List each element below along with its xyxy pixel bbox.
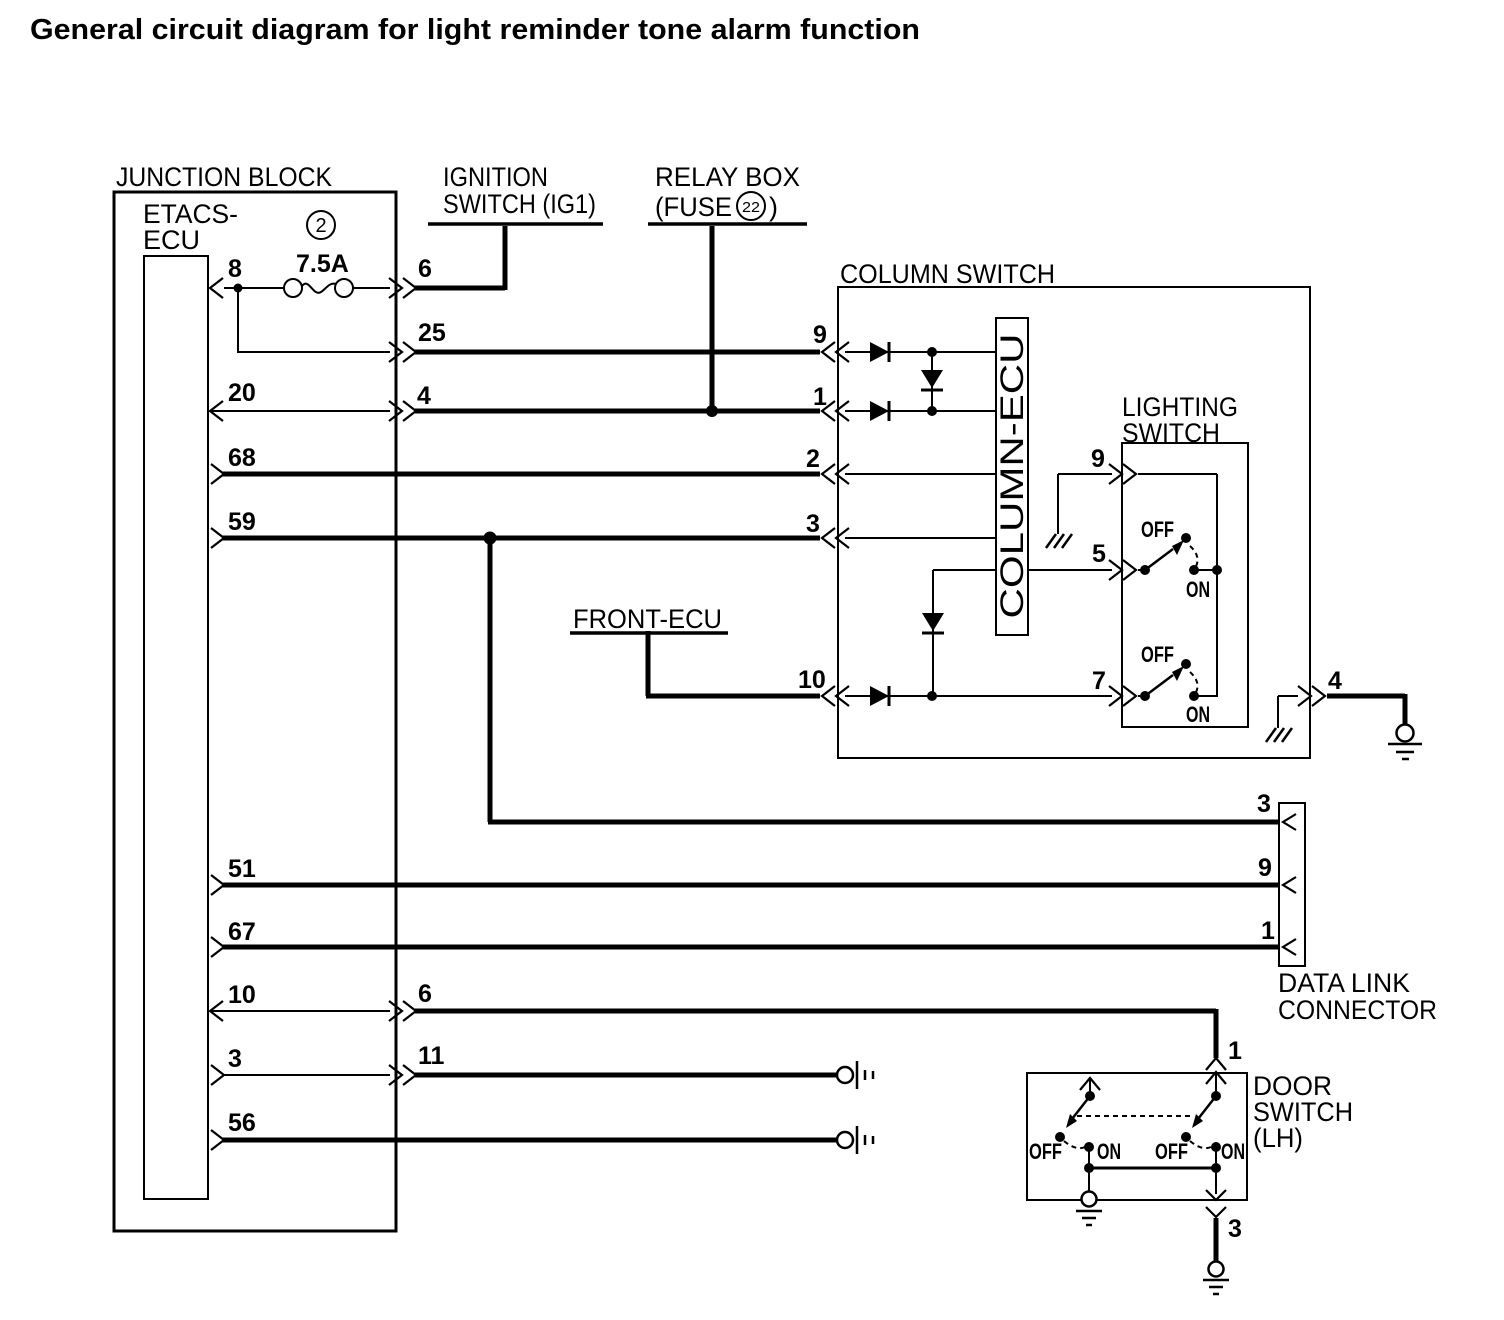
on-label: ON xyxy=(1221,1139,1245,1164)
pin-cs-1: 1 xyxy=(813,383,827,411)
column-ecu-label: COLUMN-ECU xyxy=(994,401,1030,619)
diode-triangle xyxy=(921,370,943,388)
chassis-ground-icon xyxy=(1266,728,1292,742)
switch-lever-arrow xyxy=(1172,666,1184,681)
relay-fuse-suffix: ) xyxy=(769,192,778,222)
ground-bars xyxy=(1388,744,1422,759)
chevron-right xyxy=(1123,560,1136,580)
chevron-right xyxy=(211,1065,224,1085)
data-link-label-1: DATA LINK xyxy=(1278,968,1410,998)
component-stubs xyxy=(428,224,807,633)
pin-etacs-59: 59 xyxy=(228,508,256,536)
pin-door-3: 3 xyxy=(1228,1215,1242,1243)
page-title: General circuit diagram for light reminder tone alarm function xyxy=(30,14,920,46)
pin-cs-10: 10 xyxy=(798,666,826,694)
contact-dot xyxy=(1084,1163,1094,1173)
junction-dots xyxy=(234,284,1223,1174)
chevron-right xyxy=(403,1001,416,1021)
ground-terminal xyxy=(1082,1192,1097,1207)
connector-mark xyxy=(857,1126,873,1154)
ground-symbols xyxy=(1046,534,1422,1294)
ground-terminal xyxy=(1397,725,1414,742)
column-switch-internal-wires xyxy=(845,352,1112,696)
chevron-right xyxy=(403,278,416,298)
ignition-switch-label-2: SWITCH (IG1) xyxy=(443,189,596,219)
pin-door-1: 1 xyxy=(1228,1037,1242,1065)
component-labels xyxy=(116,162,1437,1153)
ground-bars xyxy=(1076,1211,1102,1225)
etacs-ecu-label-1: ETACS- xyxy=(143,199,238,229)
earth-ground-icon xyxy=(1388,725,1422,760)
pin-ls-5: 5 xyxy=(1092,540,1106,568)
column-switch-box xyxy=(838,287,1310,758)
junction-dot xyxy=(706,405,718,417)
junction-dot xyxy=(927,406,937,416)
front-ecu-label: FRONT-ECU xyxy=(573,604,722,634)
chevron-up xyxy=(1206,1058,1226,1070)
lighting-switch-label-2: SWITCH xyxy=(1122,418,1220,448)
connector-mark xyxy=(857,1061,873,1089)
junction-dot xyxy=(927,691,937,701)
relay-box-label: RELAY BOX xyxy=(655,162,800,192)
on-label: ON xyxy=(1186,577,1210,602)
switch-throw-arc xyxy=(1190,672,1198,694)
contact-dot xyxy=(1181,533,1191,543)
pin-jb-6: 6 xyxy=(418,255,432,283)
junction-dot xyxy=(484,532,497,545)
pin-cs-3: 3 xyxy=(806,510,820,538)
door-switch-label-2: SWITCH xyxy=(1253,1097,1353,1127)
diode-icon xyxy=(922,613,944,633)
switch-lever-arrow xyxy=(1172,540,1184,555)
connector-terminal xyxy=(837,1132,853,1148)
chevron-left xyxy=(822,464,835,484)
chassis-ground-icon xyxy=(1046,534,1072,548)
off-label: OFF xyxy=(1141,517,1174,542)
harness-wires-thick xyxy=(222,226,1405,1262)
pin-etacs-56: 56 xyxy=(228,1109,256,1137)
switch-lever xyxy=(1145,675,1173,696)
etacs-ecu-box xyxy=(144,256,208,1199)
pin-cs-4: 4 xyxy=(1328,667,1342,695)
pin-dlc-9: 9 xyxy=(1258,854,1272,882)
fuse-terminal-left xyxy=(284,279,302,297)
contact-dot xyxy=(1189,565,1199,575)
diode-triangle xyxy=(922,613,944,631)
junction-block-label: JUNCTION BLOCK xyxy=(116,162,332,192)
chevron-right xyxy=(1123,464,1136,484)
diode-triangle xyxy=(870,342,889,362)
pin-cs-2: 2 xyxy=(806,445,820,473)
door-switch-label-1: DOOR xyxy=(1253,1071,1332,1101)
switch-state-labels xyxy=(1029,517,1245,1164)
fuse-element xyxy=(302,284,336,293)
door-switch-label-3: (LH) xyxy=(1253,1123,1303,1153)
column-switch-label: COLUMN SWITCH xyxy=(840,259,1055,289)
inline-connector-icon xyxy=(837,1126,873,1154)
arrow-left xyxy=(210,278,223,298)
pin-etacs-51: 51 xyxy=(228,855,256,883)
diode-icon xyxy=(870,401,889,421)
earth-ground-icon xyxy=(1203,1262,1229,1295)
off-label: OFF xyxy=(1141,642,1174,667)
pin-jb-4: 4 xyxy=(417,382,431,410)
contact-dot xyxy=(1211,1163,1221,1173)
earth-ground-icon xyxy=(1076,1192,1102,1226)
off-label: OFF xyxy=(1155,1139,1188,1164)
ground-terminal xyxy=(1209,1262,1224,1277)
contact-dot xyxy=(1181,659,1191,669)
switch-throw-arc xyxy=(1190,1141,1211,1148)
pin-etacs-68: 68 xyxy=(228,444,256,472)
diode-icon xyxy=(921,370,943,390)
contact-dot xyxy=(1189,691,1199,701)
on-label: ON xyxy=(1097,1139,1121,1164)
lighting-switch-label-1: LIGHTING xyxy=(1122,392,1238,422)
pin-etacs-10: 10 xyxy=(228,981,256,1009)
inline-connector-icon xyxy=(837,1061,873,1089)
etacs-ecu-label-2: ECU xyxy=(143,225,200,255)
lighting-switch-contacts xyxy=(1145,540,1198,696)
chevron-left xyxy=(822,528,835,548)
pin-jb-6-lower: 6 xyxy=(418,980,432,1008)
pin-jb-11: 11 xyxy=(418,1042,445,1070)
contact-dot xyxy=(1085,1091,1095,1101)
ground-bars xyxy=(1203,1280,1229,1294)
fuse-number-label: 2 xyxy=(315,215,327,237)
chevron-right xyxy=(1312,686,1325,706)
chevron-right xyxy=(403,401,416,421)
diode-triangle xyxy=(870,686,889,706)
pin-etacs-20: 20 xyxy=(228,379,256,407)
pin-cs-9: 9 xyxy=(813,321,827,349)
fuse-rating-label: 7.5A xyxy=(296,250,349,278)
chevron-right xyxy=(403,342,416,362)
pin-dlc-3: 3 xyxy=(1257,790,1271,818)
pin-etacs-8: 8 xyxy=(228,255,242,283)
pin-dlc-1: 1 xyxy=(1261,917,1275,945)
door-switch-internal-wires xyxy=(1089,1074,1216,1194)
junction-dot xyxy=(1212,565,1222,575)
pin-ls-7: 7 xyxy=(1092,667,1106,695)
relay-fuse-prefix: (FUSE xyxy=(655,192,732,222)
on-label: ON xyxy=(1186,702,1210,727)
diode-icon xyxy=(870,342,889,362)
ignition-switch-label-1: IGNITION xyxy=(443,162,548,192)
diode-icon xyxy=(870,686,889,706)
data-link-label-2: CONNECTOR xyxy=(1278,995,1437,1025)
chevron-right xyxy=(403,1065,416,1085)
switch-throw-arc xyxy=(1190,546,1198,568)
contact-dot xyxy=(1084,1142,1094,1152)
switch-lever xyxy=(1145,549,1173,570)
junction-dot xyxy=(927,347,937,357)
connector-terminal xyxy=(837,1067,853,1083)
diode-triangle xyxy=(870,401,889,421)
pin-etacs-3: 3 xyxy=(228,1045,242,1073)
lighting-switch-box xyxy=(1122,443,1248,727)
off-label: OFF xyxy=(1029,1139,1062,1164)
pin-etacs-67: 67 xyxy=(228,918,256,946)
chevron-down xyxy=(1206,1207,1226,1217)
pin-ls-9: 9 xyxy=(1091,445,1105,473)
pin-jb-25: 25 xyxy=(418,319,446,347)
relay-fuse-number: 22 xyxy=(742,199,760,216)
switch-throw-arc xyxy=(1064,1141,1085,1148)
junction-dot xyxy=(234,284,243,293)
contact-dot xyxy=(1211,1142,1221,1152)
contact-dot xyxy=(1140,565,1150,575)
chevron-right xyxy=(1123,686,1136,706)
fuse-terminal-right xyxy=(335,279,353,297)
contact-dot xyxy=(1211,1091,1221,1101)
contact-dot xyxy=(1140,691,1150,701)
